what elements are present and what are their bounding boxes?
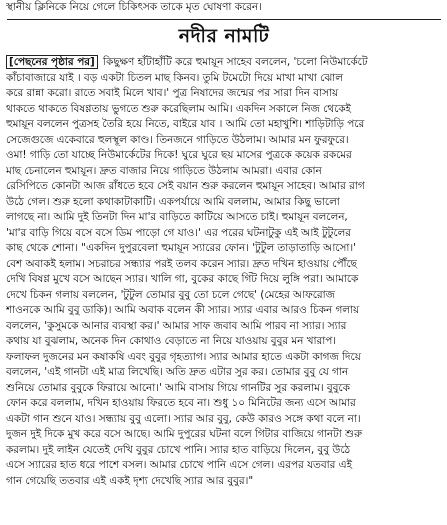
section-divider [7, 19, 441, 20]
article-line: শুনিয়ে তোমার বুবুকে ফিরায়ে আনো।' আমি বাসায় গিয়ে গানটির সুর করলাম। বুবুকে [6, 381, 350, 394]
article-line: বেশ অবাকই হলাম। সচরাচর সন্ধ্যার পরই তলব করেন স্যার। দ্রুত দখিন হাওয়ায় পৌঁছে [6, 257, 357, 270]
continued-from-label: [পেছনের পৃষ্ঠার পর] [6, 55, 98, 69]
article-line: বললেন, 'এই গানটা এই মাত্র লিখেছি। অতি দ্রুত এটার সুর কর। তোমার বুবু যে গান [6, 366, 349, 378]
article-line: দেখি বিষণ্ণ মুখে বসে আছেন স্যার। খালি গা, বুকের কাছে গিঁট দিয়ে লুঙ্গি পরা। আমাকে [6, 273, 359, 285]
article-line: একটা গান শুনে যাও। সন্ধ্যায় বুবু এলো। স্যার আর বুবু, কেউ কারও সঙ্গে কথা বলে না। [6, 412, 361, 425]
article-line: করে রান্না করো। রাতে সবাই মিলে খাব।' পুত্র নিষাদের জন্মের পর সারা দিন বাসায় [6, 87, 339, 99]
article-line: থাকতে থাকতে বিষণ্ণতায় ভুগতে শুরু করেছিলাম আমি। একদিন সকালে নিজ থেকেই [6, 102, 351, 115]
article-line: রেসিপিতে কোনটা আজ রাঁধতে হবে সেই বয়ান শুরু করলেন হুমায়ূন সাহেব। আমার রাগ [6, 180, 365, 192]
previous-article-last-line: স্থানীয় ক্লিনিকে নিয়ে গেলে চিকিৎসক তাকে মৃত ঘোষণা করেন। [6, 1, 262, 13]
article-line: ওমা! গাড়ি তো যাচ্ছে নিউমার্কেটের দিকে! ঘুরে ঘুরে ছয় মাসের পুত্রকে কয়েক রকমের [6, 149, 352, 161]
article-line: কাঁচাবাজারে যাই । বড় একটা চিতল মাছ কিনব। তুমি টমেটো দিয়ে মাখা মাখা ঝোল [6, 71, 343, 84]
article-line: উঠে গেল। শুরু হলো কথাকাটাকাটি। একপর্যায়ে আমি বললাম, আমার কিছু ভালো [6, 195, 340, 208]
article-line: করলাম। দুই লাইন যেতেই দেখি বুবুর চোখে পানি। স্যার হাত বাড়িয়ে দিলেন, বুবু উঠে [6, 443, 351, 456]
article-first-line-text: কিছুক্ষণ হাঁটাহাঁটি করে হুমায়ূন সাহেব বললেন, 'চলো নিউমার্কেটে [99, 56, 368, 68]
article-line: হুমায়ূন বললেন পুত্রসহ তৈরি হয়ে নিতে, বাইরে যাব । আমি তো মহাখুশি। শাড়িটাড়ি পরে [6, 118, 365, 130]
article-line: কথায় যা বুঝলাম, অনেক দিন কোথাও বেড়াতে না নিয়ে যাওয়ায় বুবুর মন খারাপ। [6, 335, 336, 347]
article-line: সেজেগুজে একেবারে হুলস্থূল কাণ্ড। তিনজনে গাড়িতে উঠলাম। আমার মন ফুরফুরে। [6, 133, 349, 146]
article-line: কাছ থেকে শোনা। "একদিন দুপুরবেলা হুমায়ূন স্যারের ফোন। 'টুটুল তাড়াতাড়ি আসো।' [6, 242, 356, 254]
article-line: মাছ চেনালেন হুমায়ূন। দ্রুত বাজার নিয়ে গাড়িতে উঠলাম আমরা। এবার কোন [6, 164, 322, 177]
article-line: লাগছে না। আমি দুই তিনটা দিন মা'র বাড়িতে কাটিয়ে আসতে চাই। হুমায়ূন বললেন, [6, 211, 348, 223]
article-body [6, 55, 442, 489]
article-line: বললেন, 'কুসুমকে আনার ব্যবস্থা কর।' আমার সাফ জবাব আমি পারব না স্যার। স্যার [6, 319, 347, 332]
article-line: 'মা'র বাড়ি গিয়ে বসে বসে ডিম পাড়ো গে যাও।' এর পরের ঘটনাটুকু এই আই টুটুলের [6, 226, 351, 239]
article-line: দুজন দুই দিকে মুখ করে বসে আছে। আমি দুপুরের ঘটনা বলে গিটার বাজিয়ে গানটা শুরু [6, 428, 362, 440]
article-line: গান গেয়েছি ততবার এই একই দৃশ্য দেখেছি স্যার আর বুবুর।" [6, 474, 254, 487]
article-line: শাওনকে আমি বুবু ডাকি)। আমি অবাক বলেন কী স্যার। স্যার এবার আরও চিকন গলায় [6, 304, 360, 316]
article-headline: নদীর নামটি [178, 25, 270, 47]
article-line: ফলাফল দুজনের মন কষাকষি এবং বুবুর গৃহত্যাগ। স্যার আমার হাতে একটা কাগজ দিয়ে [6, 350, 361, 363]
article-line: ফোন করে বললাম, দখিন হাওয়ায় ফিরতে হবে না। শুধু ১০ মিনিটের জন্য এসে আমার [6, 397, 356, 409]
article-lines [6, 71, 442, 490]
article-first-line [6, 55, 442, 71]
article-line: এসে স্যারের হাত ধরে পাশে বসল। আমার চোখে পানি এসে গেল। এরপর যতবার এই [6, 459, 352, 471]
article-line: দেখে চিকন গলায় বললেন, 'টুটুল তোমার বুবু তো চলে গেছে' (মেহের আফরোজ [6, 288, 335, 301]
